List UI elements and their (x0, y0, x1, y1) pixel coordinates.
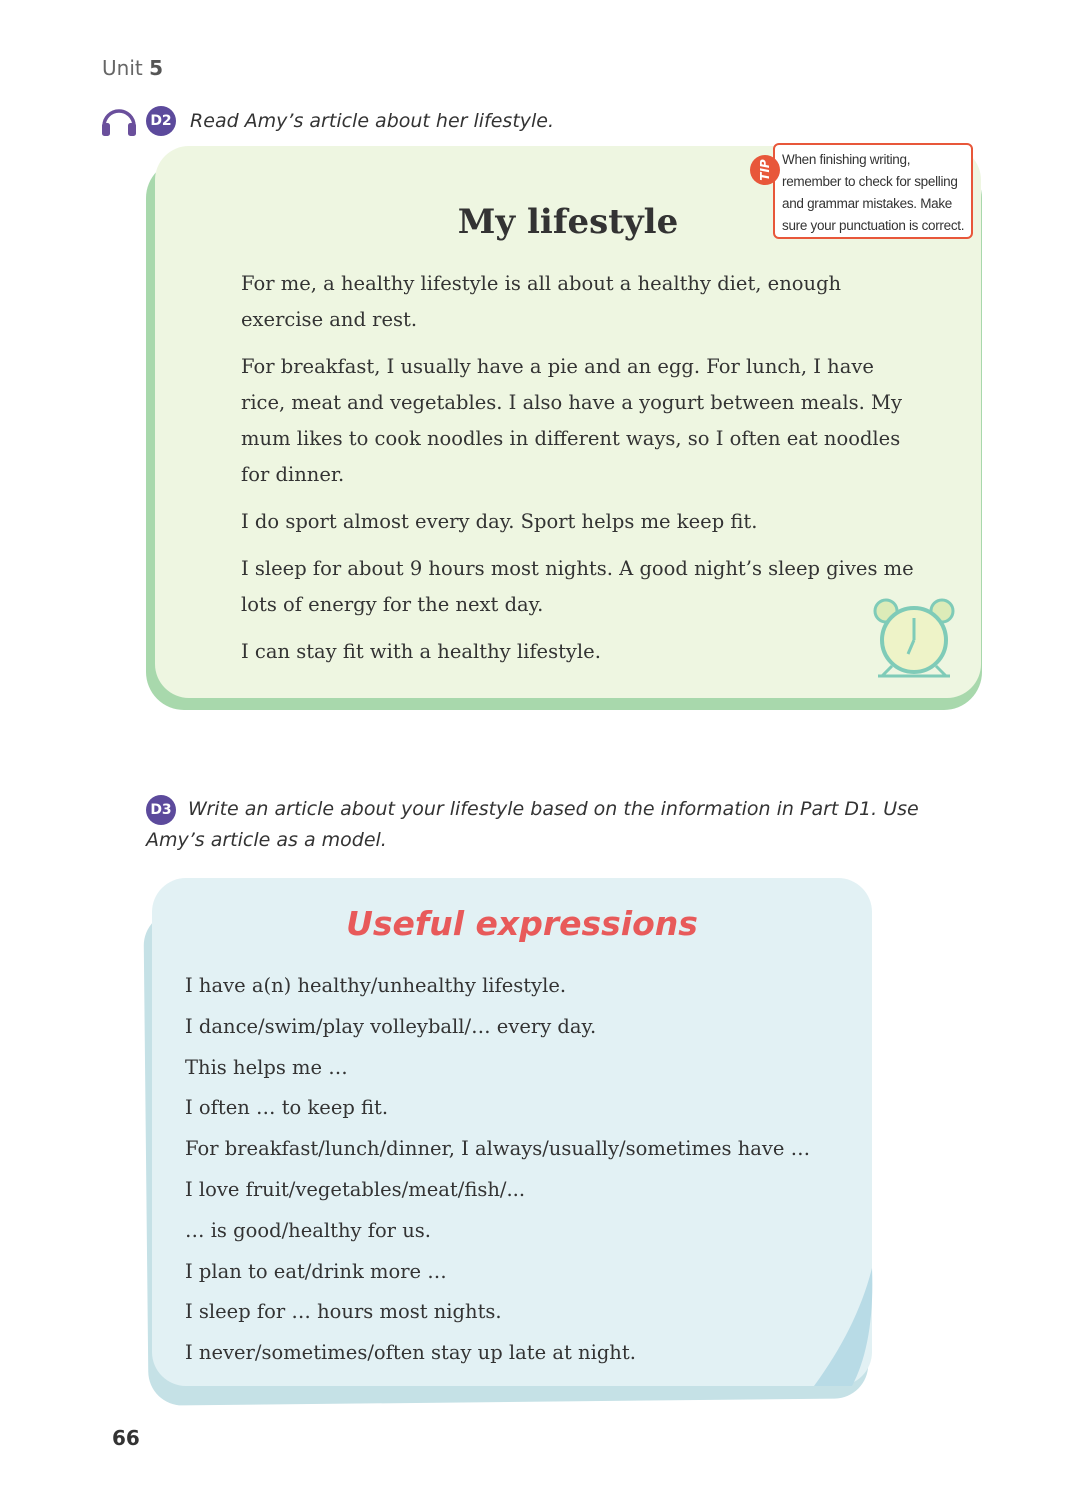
article-paragraph: For me, a healthy lifestyle is all about a healthy diet, enough exercise and rest. (241, 272, 842, 331)
expression-item: I have a(n) healthy/unhealthy lifestyle. (185, 974, 567, 997)
article-paragraph: I do sport almost every day. Sport helps me keep fit. (241, 510, 758, 533)
tip-label: TIP (750, 155, 780, 185)
article-paragraph: I can stay fit with a healthy lifestyle. (241, 640, 601, 663)
page-curl-icon (812, 1268, 874, 1386)
d2-badge: D2 (146, 106, 176, 136)
article-title: My lifestyle (457, 202, 679, 242)
unit-word: Unit (102, 56, 143, 80)
article-paragraph: I sleep for about 9 hours most nights. A good night’s sleep gives me lots of energy for the next day. (241, 557, 914, 616)
headphones-icon[interactable] (100, 104, 138, 138)
expression-item: I dance/swim/play volleyball/… every day. (185, 1014, 597, 1038)
d3-instruction-row (146, 794, 976, 855)
unit-label (102, 56, 163, 80)
page-number: 66 (112, 1426, 140, 1450)
expressions-title: Useful expressions (346, 904, 698, 943)
expression-item: I never/sometimes/often stay up late at night. (185, 1341, 636, 1365)
d3-instruction: Write an article about your lifestyle based on the information in Part D1. Use Amy’s article as a model. (146, 798, 919, 851)
article-paragraph: For breakfast, I usually have a pie and an egg. For lunch, I have rice, meat and vegetables. I also have a yogurt between meals. My mum likes to cook noodles in different ways, so I often eat noodles for dinner. (241, 355, 902, 486)
unit-number: 5 (149, 56, 163, 80)
expression-item: I sleep for … hours most nights. (185, 1300, 502, 1324)
expressions-card (152, 878, 872, 1386)
expression-item: I love fruit/vegetables/meat/fish/... (185, 1177, 526, 1201)
expression-item: I often … to keep fit. (185, 1096, 389, 1120)
tip-box (773, 143, 973, 239)
expression-item: This helps me … (185, 1055, 348, 1079)
alarm-clock-icon (870, 596, 958, 680)
article-body (241, 266, 921, 681)
expression-item: For breakfast/lunch/dinner, I always/usually/sometimes have … (185, 1137, 811, 1161)
d2-instruction: Read Amy’s article about her lifestyle. (190, 110, 555, 132)
expression-item: … is good/healthy for us. (185, 1218, 431, 1242)
expression-item: I plan to eat/drink more … (185, 1259, 447, 1283)
tip-text: When finishing writing, remember to check for spelling and grammar mistakes. Make sure your punctuation is correct. (782, 152, 965, 233)
d3-badge: D3 (146, 795, 176, 825)
expressions-list (185, 966, 865, 1374)
d2-instruction-row (146, 106, 554, 136)
